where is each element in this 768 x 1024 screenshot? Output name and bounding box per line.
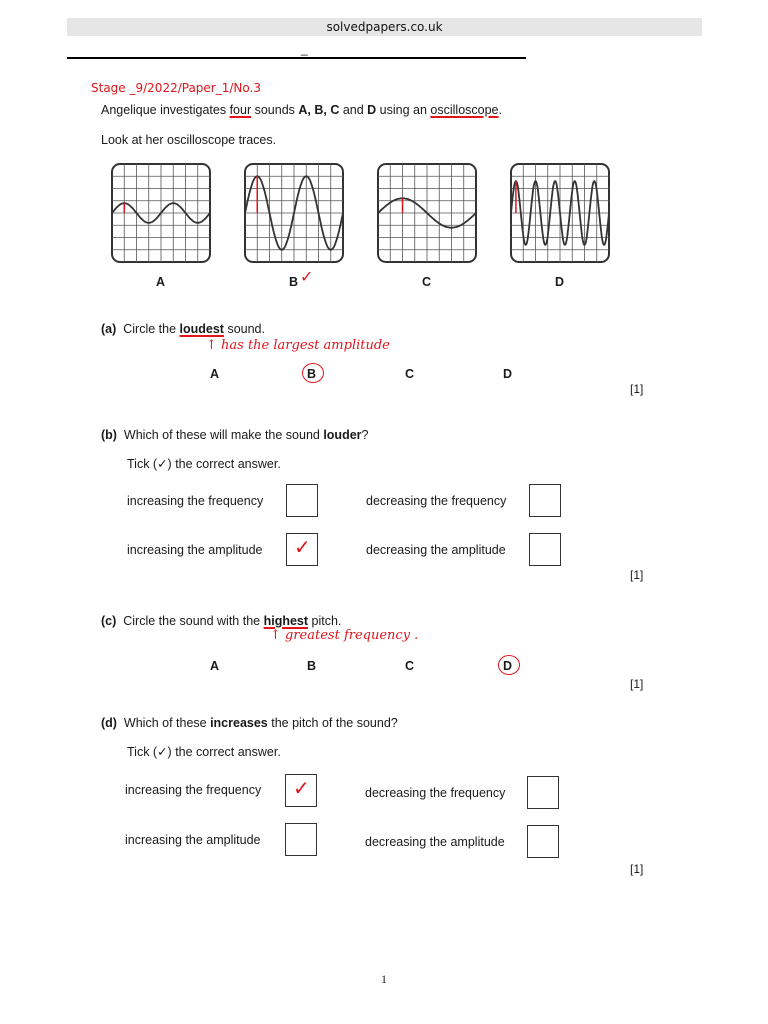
checkbox-d-decrease-amplitude[interactable]: [527, 825, 559, 858]
answer-circle-d: [498, 655, 520, 675]
marks-c: [1]: [630, 677, 644, 691]
intro-line-1: [101, 103, 502, 117]
option-d-decrease-frequency: decreasing the frequency: [365, 786, 506, 800]
intro-using: using an: [376, 103, 431, 117]
question-b-instruction: Tick (✓) the correct answer.: [127, 457, 281, 471]
checkbox-d-increase-amplitude[interactable]: [285, 823, 317, 856]
checkbox-d-decrease-frequency[interactable]: [527, 776, 559, 809]
answer-c-option-d[interactable]: D: [503, 659, 513, 673]
question-a-label: (a): [101, 322, 117, 336]
answer-a-option-c[interactable]: C: [405, 367, 415, 381]
answer-a-option-d[interactable]: D: [503, 367, 513, 381]
question-b: [101, 428, 368, 442]
intro-line-2: Look at her oscilloscope traces.: [101, 133, 277, 147]
checkbox-b-decrease-frequency[interactable]: [529, 484, 561, 517]
checkbox-b-increase-frequency[interactable]: [286, 484, 318, 517]
header-dash: _: [301, 42, 308, 56]
question-b-text: Which of these will make the sound: [123, 428, 324, 442]
answer-c-option-b[interactable]: B: [307, 659, 317, 673]
marks-d: [1]: [630, 862, 644, 876]
oscilloscope-screen-d: [511, 164, 609, 262]
trace-b-tick-mark: ✓: [300, 269, 314, 286]
checkbox-b-decrease-amplitude[interactable]: [529, 533, 561, 566]
question-b-text-end: ?: [361, 428, 369, 442]
oscilloscope-screen-c: [378, 164, 476, 262]
marks-a: [1]: [630, 382, 644, 396]
tick-d-increase-frequency: ✓: [293, 778, 310, 800]
intro-oscilloscope: oscilloscope: [430, 103, 499, 117]
question-b-keyword: louder: [323, 428, 362, 442]
question-d-text-end: the pitch of the sound?: [267, 716, 398, 730]
intro-text-mid: sounds: [251, 103, 299, 117]
oscilloscope-traces: [0, 160, 768, 300]
option-d-increase-amplitude: increasing the amplitude: [125, 833, 261, 847]
question-c: [101, 614, 341, 628]
question-c-keyword: highest: [263, 614, 309, 628]
site-header: solvedpapers.co.uk: [67, 18, 702, 36]
intro-text: Angelique investigates: [101, 103, 230, 117]
answer-c-option-a[interactable]: A: [210, 659, 220, 673]
question-c-label: (c): [101, 614, 117, 628]
answer-circle-b: [302, 363, 324, 383]
question-d-instruction: Tick (✓) the correct answer.: [127, 745, 281, 759]
marks-b: [1]: [630, 568, 644, 582]
question-a-text: Circle the: [123, 322, 180, 336]
intro-and: and: [339, 103, 368, 117]
handwritten-note-c: ↑ greatest frequency .: [270, 628, 419, 643]
intro-four: four: [229, 103, 252, 117]
intro-letters: A, B, C: [298, 103, 340, 117]
question-d-label: (d): [101, 716, 117, 730]
question-a: [101, 322, 265, 336]
intro-letter-d: D: [367, 103, 377, 117]
paper-reference: Stage _9/2022/Paper_1/No.3: [91, 81, 261, 95]
answer-c-option-c[interactable]: C: [405, 659, 415, 673]
question-c-text-end: pitch.: [308, 614, 342, 628]
question-a-keyword: loudest: [179, 322, 224, 336]
question-a-text-end: sound.: [223, 322, 265, 336]
option-b-decrease-frequency: decreasing the frequency: [366, 494, 507, 508]
option-b-decrease-amplitude: decreasing the amplitude: [366, 543, 506, 557]
handwritten-note-a: ↑ has the largest amplitude: [206, 338, 390, 353]
header-rule: [67, 57, 526, 59]
option-d-increase-frequency: increasing the frequency: [125, 783, 262, 797]
question-c-text: Circle the sound with the: [123, 614, 264, 628]
trace-label-b: B: [289, 275, 299, 289]
answer-a-option-b[interactable]: B: [307, 367, 317, 381]
oscilloscope-screen-b: [245, 164, 343, 262]
intro-period: .: [498, 103, 502, 117]
option-b-increase-amplitude: increasing the amplitude: [127, 543, 263, 557]
answer-a-option-a[interactable]: A: [210, 367, 220, 381]
trace-label-d: D: [555, 275, 565, 289]
trace-label-a: A: [156, 275, 166, 289]
question-d-text: Which of these: [123, 716, 211, 730]
page-number: 1: [381, 972, 387, 986]
trace-label-c: C: [422, 275, 432, 289]
option-d-decrease-amplitude: decreasing the amplitude: [365, 835, 505, 849]
question-b-label: (b): [101, 428, 117, 442]
question-d-keyword: increases: [210, 716, 268, 730]
question-d: [101, 716, 398, 730]
tick-b-increase-amplitude: ✓: [294, 537, 311, 559]
option-b-increase-frequency: increasing the frequency: [127, 494, 264, 508]
oscilloscope-screen-a: [112, 164, 210, 262]
